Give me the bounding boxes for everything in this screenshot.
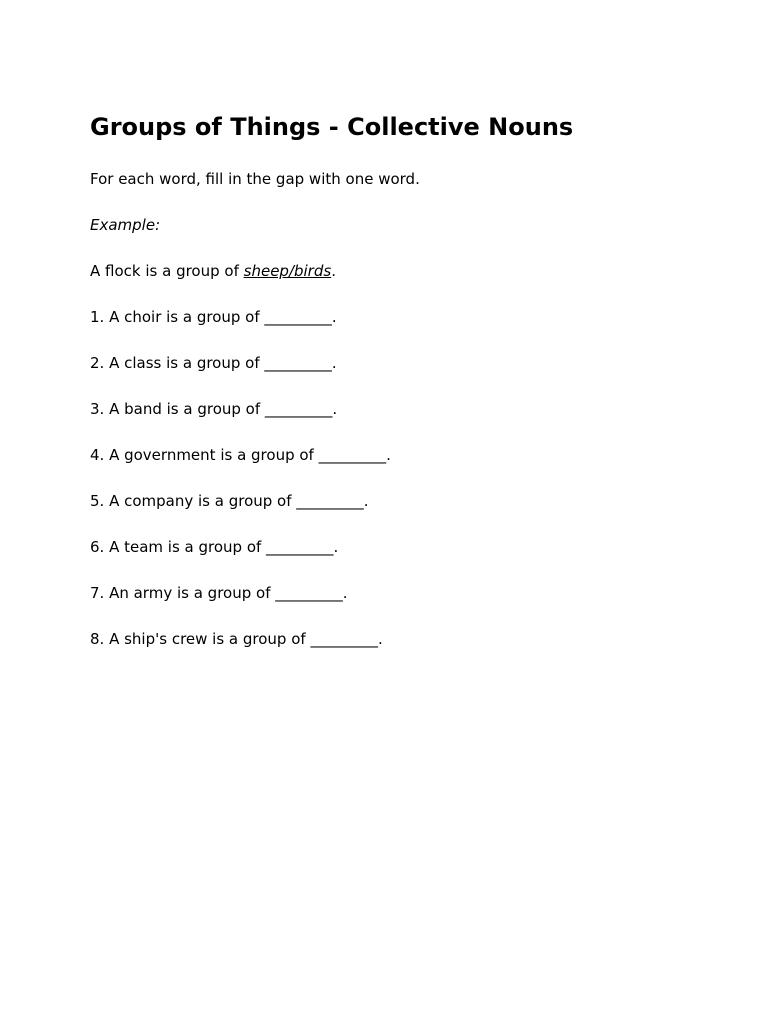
question-4: 4. A government is a group of _________. [90, 446, 391, 464]
question-3: 3. A band is a group of _________. [90, 400, 338, 418]
example-prefix: A flock is a group of [90, 262, 244, 280]
question-1: 1. A choir is a group of _________. [90, 308, 337, 326]
worksheet-content [90, 110, 710, 649]
example-suffix: . [331, 262, 336, 280]
instructions-text: For each word, fill in the gap with one word. [90, 170, 420, 188]
example-label: Example: [90, 216, 161, 234]
question-6: 6. A team is a group of _________. [90, 538, 339, 556]
question-8: 8. A ship's crew is a group of _________. [90, 630, 383, 648]
question-7: 7. An army is a group of _________. [90, 584, 348, 602]
page-title: Groups of Things - Collective Nouns [90, 113, 574, 141]
example-answer: sheep/birds [243, 262, 332, 280]
question-5: 5. A company is a group of _________. [90, 492, 369, 510]
question-2: 2. A class is a group of _________. [90, 354, 337, 372]
example-sentence [90, 261, 710, 281]
